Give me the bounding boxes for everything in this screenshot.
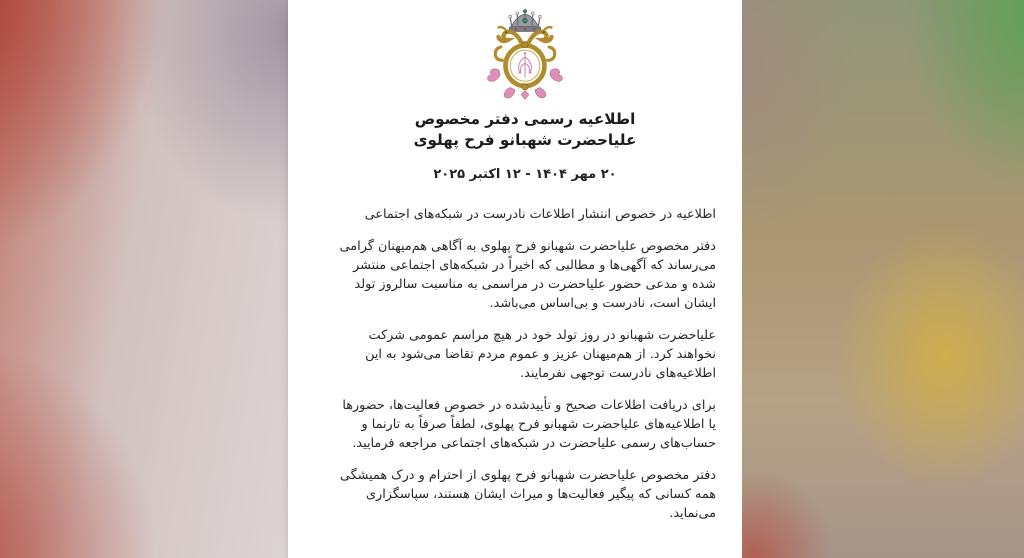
blurred-background-right bbox=[742, 0, 1024, 558]
statement-paragraph: برای دریافت اطلاعات صحیح و تأییدشده در خصوص فعالیت‌ها، حضورها یا اطلاعیه‌های علیاحضرت شهبانو فرح پهلوی، لطفاً صرفاً به تارنما و حساب‌های رسمی علیاحضرت در شبکه‌های اجتماعی مراجعه فرمایید. bbox=[342, 398, 716, 451]
title-line-1: اطلاعیه رسمی دفتر مخصوص bbox=[414, 110, 636, 128]
blurred-background-left bbox=[0, 0, 288, 558]
document-date: ۲۰ مهر ۱۴۰۴ - ۱۲ اکتبر ۲۰۲۵ bbox=[433, 167, 617, 182]
document-content bbox=[334, 0, 716, 558]
statement-paragraph: دفتر مخصوص علیاحضرت شهبانو فرح پهلوی از احترام و درک همیشگی همه کسانی که پیگیر فعالیت‌ها و میراث ایشان هستند، سپاسگزاری می‌نماید. bbox=[339, 468, 716, 521]
statement-paragraph: علیاحضرت شهبانو در روز تولد خود در هیچ مراسم عمومی شرکت نخواهند کرد. از هم‌میهنان عزیز و عموم مردم تقاضا می‌شود به این اطلاعیه‌های نادرست توجهی نفرمایند. bbox=[365, 328, 716, 381]
floral-sprig-icon bbox=[519, 52, 532, 77]
statement-paragraph: دفتر مخصوص علیاحضرت شهبانو فرح پهلوی به آگاهی هم‌میهنان گرامی می‌رساند که آگهی‌ها و مطالبی که اخیراً در شبکه‌های اجتماعی منتشر شده و مدعی حضور علیاحضرت در مراسمی به مناسبت سالروز تولد ایشان است، نادرست و بی‌اساس می‌باشد. bbox=[339, 239, 716, 311]
statement-document bbox=[288, 0, 742, 558]
crown-icon bbox=[509, 9, 541, 31]
pahlavi-crest-icon bbox=[482, 8, 568, 100]
title-line-2: علیاحضرت شهبانو فرح پهلوی bbox=[413, 131, 637, 149]
statement-subject: اطلاعیه در خصوص انتشار اطلاعات نادرست در شبکه‌های اجتماعی bbox=[364, 207, 716, 222]
document-title bbox=[334, 109, 716, 151]
